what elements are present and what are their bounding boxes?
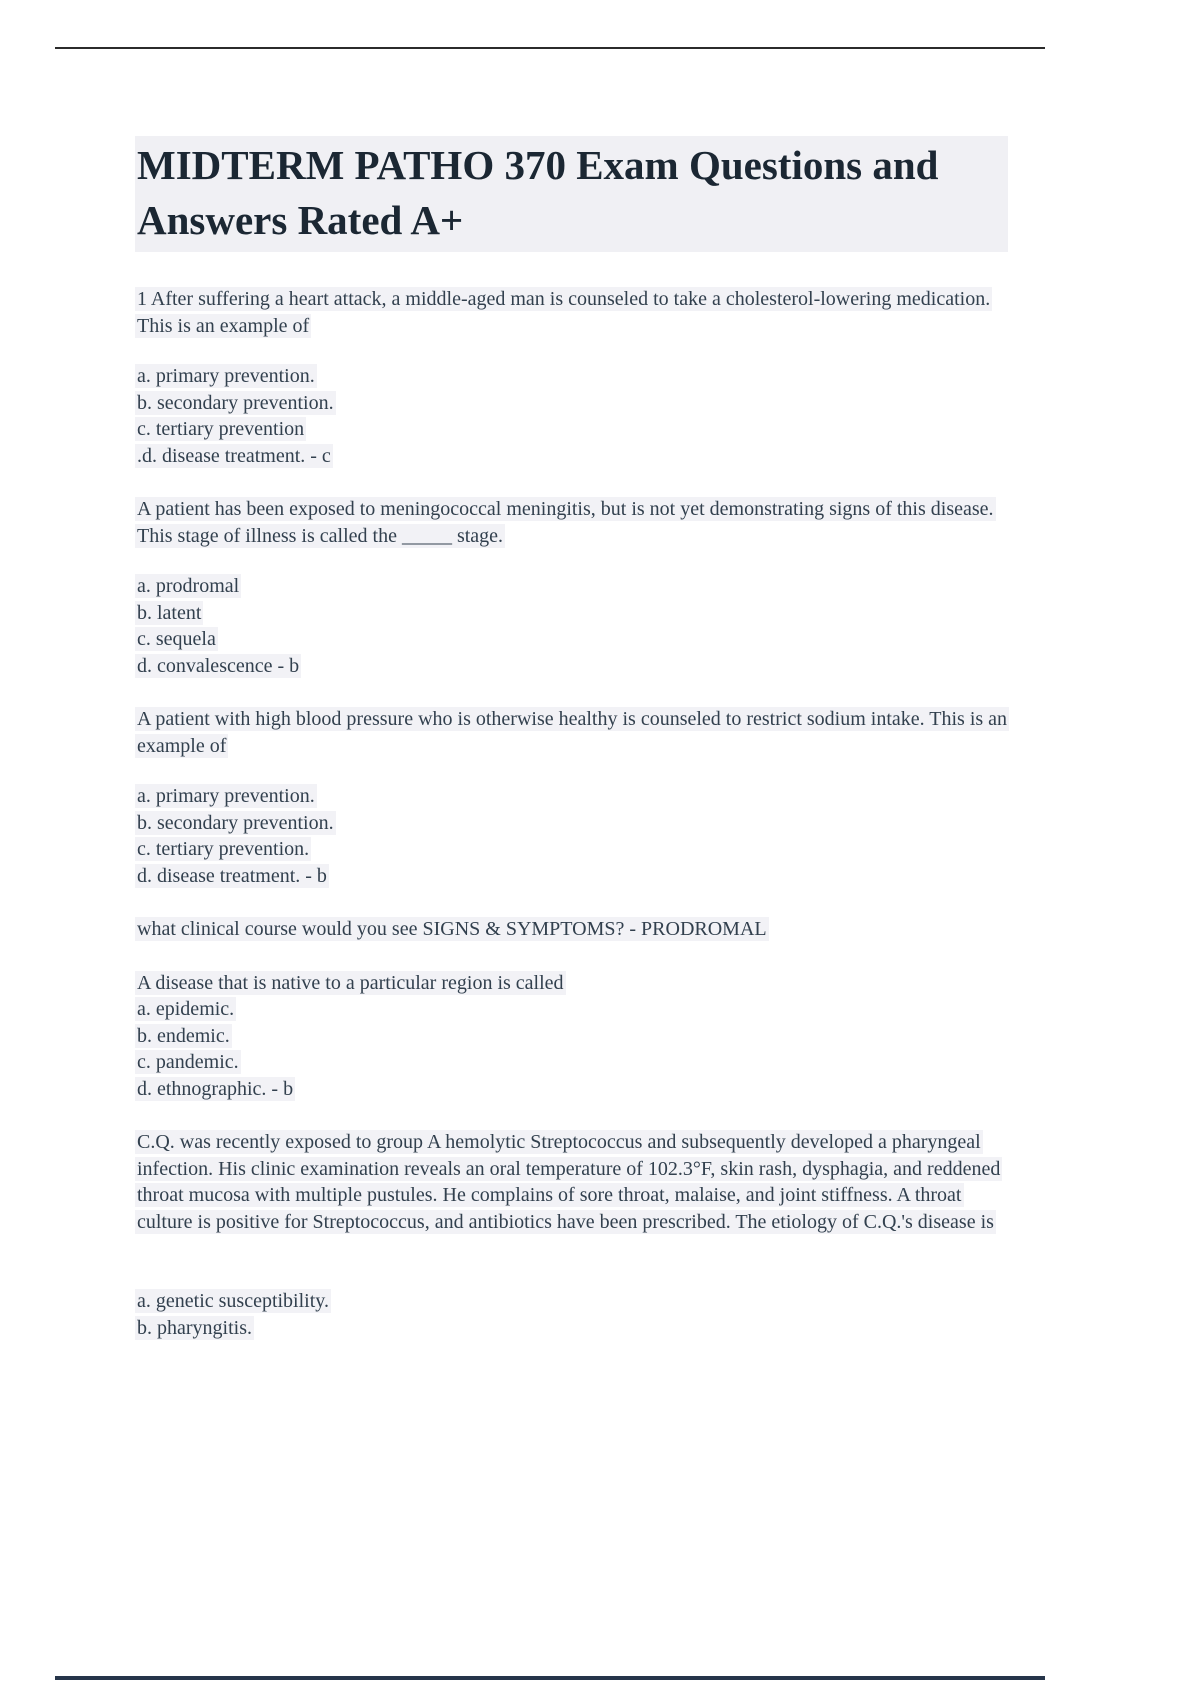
answer-option: a. primary prevention. <box>137 365 315 387</box>
answer-options <box>135 783 1008 889</box>
question-stem: 1 After suffering a heart attack, a middle-aged man is counseled to take a cholesterol-lowering medication. This is an example of <box>137 288 991 337</box>
answer-option: .d. disease treatment. - c <box>137 444 331 467</box>
answer-options <box>135 363 1008 469</box>
document-body <box>135 136 1008 1368</box>
question-block-1 <box>135 286 1008 469</box>
answer-option: d. convalescence - b <box>137 654 300 677</box>
answer-option: d. disease treatment. - b <box>137 864 327 887</box>
question-block-5 <box>135 970 1008 1103</box>
answer-option: b. latent <box>137 601 202 624</box>
question-block-3 <box>135 706 1008 889</box>
answer-option: b. endemic. <box>137 1024 230 1047</box>
answer-option: b. secondary prevention. <box>137 811 334 834</box>
answer-option: a. epidemic. <box>137 998 235 1020</box>
question-block-2 <box>135 496 1008 679</box>
answer-option: a. prodromal <box>137 575 240 597</box>
answer-option: b. secondary prevention. <box>137 391 334 414</box>
page-title: MIDTERM PATHO 370 Exam Questions and Answers Rated A+ <box>135 136 1008 252</box>
answer-option: a. primary prevention. <box>137 785 315 807</box>
question-block-6 <box>135 1129 1008 1341</box>
top-rule <box>55 47 1045 49</box>
question-stem: A patient has been exposed to meningococcal meningitis, but is not yet demonstrating signs of this disease. This stage of illness is called the _____ stage. <box>137 498 994 547</box>
answer-option: c. sequela <box>137 628 216 650</box>
question-stem: A patient with high blood pressure who is otherwise healthy is counseled to restrict sodium intake. This is an example of <box>137 708 1008 757</box>
answer-option: d. ethnographic. - b <box>137 1077 294 1100</box>
question-block-4 <box>135 916 1008 943</box>
answer-options <box>135 1288 1008 1341</box>
answer-options <box>135 996 1008 1102</box>
answer-option: c. tertiary prevention <box>137 418 305 440</box>
answer-option: c. pandemic. <box>137 1051 239 1073</box>
question-stem: A disease that is native to a particular region is called <box>137 971 564 994</box>
bottom-rule <box>55 1676 1045 1680</box>
answer-option: a. genetic susceptibility. <box>137 1290 329 1312</box>
question-stem: what clinical course would you see SIGNS & SYMPTOMS? - PRODROMAL <box>137 918 767 940</box>
question-stem: C.Q. was recently exposed to group A hemolytic Streptococcus and subsequently developed a pharyngeal infection. His clinic examination reveals an oral temperature of 102.3°F, skin rash, dysphagia, and reddened throat mucosa with multiple pustules. He complains of sore throat, malaise, and joint stiffness. A throat culture is positive for Streptococcus, and antibiotics have been prescribed. The etiology of C.Q.'s disease is <box>137 1131 1001 1233</box>
answer-option: c. tertiary prevention. <box>137 838 310 860</box>
answer-option: b. pharyngitis. <box>137 1316 252 1339</box>
answer-options <box>135 573 1008 679</box>
